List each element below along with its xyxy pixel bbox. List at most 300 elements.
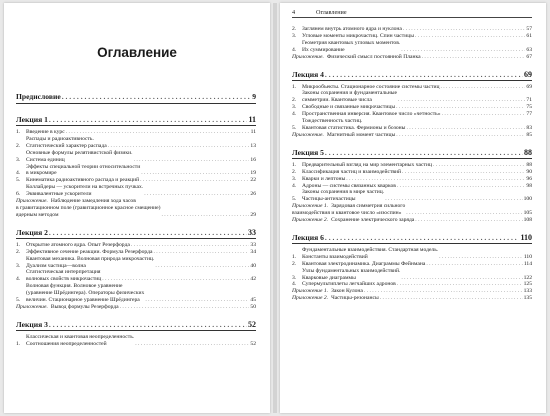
entry-page: 13 — [250, 142, 256, 149]
entry-text — [26, 129, 65, 136]
entry-line — [302, 118, 405, 125]
entry-number: 1. — [292, 161, 297, 168]
entry-line-text: Классификация частиц и взаимодействий — [302, 168, 402, 175]
entry-line — [26, 263, 154, 270]
entry-line-text: Адроны — системы связанных кварков — [302, 182, 396, 189]
entry-page: 108 — [523, 217, 532, 224]
book-spine — [273, 3, 277, 413]
dot-leader — [49, 115, 248, 124]
entry-line — [26, 290, 144, 297]
dot-leader — [49, 320, 247, 329]
entry-text — [26, 150, 133, 164]
entry-page: 125 — [523, 281, 532, 288]
dot-leader — [145, 297, 249, 304]
toc-entry[interactable] — [292, 40, 532, 54]
left-page — [4, 3, 270, 413]
entry-page: 40 — [250, 262, 256, 269]
dot-leader — [141, 170, 249, 177]
dot-leader — [120, 304, 250, 311]
entry-line-text: Свободные и связанные микрочастицы — [302, 104, 396, 111]
entry-page: 22 — [250, 177, 256, 184]
lecture-page: 88 — [524, 147, 532, 157]
entry-line-text: волновых свойств микрочастиц — [26, 276, 102, 283]
lecture-heading[interactable] — [16, 114, 256, 126]
entry-text — [302, 90, 397, 104]
entry-line — [26, 184, 143, 191]
entry-line — [302, 162, 432, 169]
entry-line — [302, 281, 396, 288]
toc-entry[interactable] — [16, 249, 256, 256]
dot-leader — [102, 276, 249, 283]
entry-text — [292, 288, 363, 295]
entry-page: 69 — [526, 83, 532, 90]
entry-page: 45 — [250, 297, 256, 304]
right-page — [280, 3, 546, 413]
entry-text — [26, 242, 130, 249]
entry-line — [302, 183, 396, 190]
entry-line-text: Соотношения неопределенностей — [26, 340, 107, 347]
lecture-block — [16, 114, 256, 219]
entry-text — [26, 283, 144, 304]
entry-number: 1. — [16, 340, 21, 347]
entry-line-text: симметрии. Квантовые числа — [302, 97, 372, 104]
entry-line — [16, 212, 160, 219]
dot-leader — [422, 54, 526, 61]
entry-line — [292, 217, 414, 224]
entry-page: 16 — [250, 156, 256, 163]
entry-text — [292, 217, 414, 224]
dot-leader — [144, 191, 249, 198]
entry-text — [26, 256, 154, 270]
entry-number: 3. — [292, 104, 297, 111]
entry-line — [302, 47, 400, 54]
entry-number: 4. — [16, 276, 21, 283]
entry-text — [302, 33, 414, 40]
entry-line — [302, 111, 441, 118]
appendix-label: Приложение. — [292, 131, 324, 138]
entry-number: 5. — [292, 124, 297, 131]
lecture-heading[interactable] — [16, 319, 256, 331]
entry-page: 34 — [250, 248, 256, 255]
dot-leader — [155, 263, 249, 270]
entry-text — [26, 269, 101, 283]
dot-leader — [397, 281, 523, 288]
entry-line-text: Физический смысл постоянной Планка — [326, 53, 421, 60]
entry-line — [302, 268, 400, 275]
dot-leader — [396, 132, 525, 139]
entry-line — [302, 169, 401, 176]
appendix-label: Приложение. — [16, 198, 48, 205]
entry-line-text: Их суммирование — [302, 46, 345, 53]
entry-line — [26, 341, 134, 348]
entry-line — [302, 104, 395, 111]
entry-text — [16, 304, 119, 311]
toc-entry[interactable] — [292, 183, 532, 190]
entry-line — [302, 176, 345, 183]
toc-entry[interactable] — [16, 164, 256, 178]
entry-text — [292, 295, 379, 302]
dot-leader — [385, 196, 522, 203]
entry-page: 42 — [250, 276, 256, 283]
entry-line-text: в гравитационном поле (гравитационное красное смещение) — [16, 204, 161, 211]
entry-line-text: Квантовая механика. Волновая природа микрочастиц. — [26, 255, 155, 262]
entry-line-text: в микромире — [26, 170, 57, 177]
entry-text — [302, 261, 425, 268]
entry-line — [26, 297, 144, 304]
right-toc — [292, 26, 532, 310]
dot-leader — [161, 212, 249, 219]
toc-entry[interactable] — [16, 242, 256, 249]
entry-page: 114 — [523, 260, 532, 267]
toc-entry[interactable] — [16, 150, 256, 164]
entry-text — [302, 118, 405, 132]
entry-page: 50 — [250, 303, 256, 310]
header-page-number: 4 — [292, 8, 296, 16]
lecture-heading[interactable] — [292, 69, 532, 81]
lecture-page: 69 — [524, 69, 532, 79]
entry-page: 98 — [526, 182, 532, 189]
toc-entry[interactable] — [292, 176, 532, 183]
entry-line-text: Квантовая электродинамика. Диаграммы Фейнмана — [302, 260, 426, 267]
entry-line — [302, 26, 402, 33]
lecture-label: Лекция 5 — [292, 147, 324, 157]
dot-leader — [415, 33, 525, 40]
entry-line-text: ядерным методом — [16, 211, 59, 218]
entry-page: 57 — [526, 26, 532, 32]
dot-leader — [134, 157, 250, 164]
right-lectures — [292, 69, 532, 303]
entry-text — [302, 183, 396, 190]
entry-number: 1. — [16, 241, 21, 248]
entry-number: 5. — [292, 196, 297, 203]
entry-page: 11 — [250, 129, 256, 135]
entry-page: 63 — [526, 46, 532, 53]
lecture-label: Лекция 3 — [16, 319, 48, 329]
entry-line-text: Зарядовая симметрия сильного — [331, 203, 406, 210]
dot-leader — [398, 97, 525, 104]
appendix-label: Приложение 2. — [292, 217, 329, 224]
entry-number: 6. — [16, 191, 21, 198]
lecture-page: 110 — [520, 232, 532, 242]
toc-entry[interactable] — [292, 90, 532, 104]
entry-line-text: Геометрия квантовых угловых моментов. — [302, 39, 401, 46]
lecture-heading[interactable] — [292, 232, 532, 244]
entry-page: 90 — [526, 168, 532, 175]
entry-line-text: Наблюдение замедления хода часов — [50, 198, 136, 205]
dot-leader — [49, 228, 247, 237]
toc-entry[interactable] — [16, 256, 256, 270]
entry-number: 4. — [16, 170, 21, 177]
appendix-entry[interactable] — [292, 295, 532, 302]
header-title: Оглавление — [316, 8, 347, 16]
entry-line-text: Фундаментальные взаимодействия. Стандартная модель. — [302, 246, 439, 253]
entry-text — [26, 334, 134, 348]
entry-text — [302, 104, 395, 111]
dot-leader — [364, 288, 523, 295]
entry-line — [26, 242, 130, 249]
appendix-label: Приложение. — [16, 303, 48, 310]
entry-line — [302, 189, 384, 196]
entry-page: 29 — [250, 211, 256, 218]
entry-line-text: Квантовая статистика. Фермионы и бозоны — [302, 124, 406, 131]
entry-line-text: Кинематика радиоактивного распада и реакций — [26, 177, 140, 184]
entry-line-text: Предварительный взгляд на мир элементарных частиц — [302, 161, 432, 168]
entry-text — [302, 268, 400, 282]
entry-page: 71 — [526, 97, 532, 104]
entry-line — [292, 288, 363, 295]
entry-line-text: Кварки и лептоны — [302, 175, 346, 182]
entry-line — [26, 150, 133, 157]
entry-line-text: Частицы-античастицы — [302, 196, 356, 203]
lecture-heading[interactable] — [16, 227, 256, 239]
entry-text — [26, 249, 152, 256]
entry-line-text: Основные формулы релятивистской физики. — [26, 149, 133, 156]
entry-page: 61 — [526, 32, 532, 39]
lecture-block — [16, 227, 256, 311]
entry-line — [302, 40, 400, 47]
lecture-heading[interactable] — [292, 147, 532, 159]
dot-leader — [401, 275, 522, 282]
entry-number: 2. — [16, 248, 21, 255]
toc-entry[interactable] — [292, 33, 532, 40]
dot-leader — [66, 129, 250, 136]
entry-line — [26, 157, 133, 164]
entry-line-text: Магнитный момент частицы — [326, 131, 396, 138]
dot-leader — [403, 26, 526, 33]
entry-line-text: Распады и радиоактивность. — [26, 135, 94, 142]
dot-leader — [402, 169, 525, 176]
entry-line — [302, 261, 425, 268]
dot-leader — [380, 295, 523, 302]
entry-line-text: Угловые моменты микрочастиц. Спин частицы — [302, 32, 414, 39]
entry-line — [302, 33, 414, 40]
entry-line-text: Эффективное сечение реакции. Формула Резерфорда — [26, 248, 153, 255]
entry-line — [26, 129, 65, 136]
entry-number: 1. — [292, 83, 297, 90]
entry-number: 3. — [292, 274, 297, 281]
entry-page: 133 — [523, 288, 532, 295]
entry-line-text: (уравнение Шрёдингера). Операторы физических — [26, 290, 145, 297]
toc-entry[interactable] — [16, 136, 256, 150]
entry-line — [16, 304, 119, 311]
appendix-label: Приложение 2. — [292, 295, 329, 302]
lecture-label: Лекция 6 — [292, 232, 324, 242]
entry-line-text: Тождественность частиц. — [302, 118, 363, 125]
entry-text — [302, 176, 345, 183]
entry-line-text: Статистическая интерпретация — [26, 269, 101, 276]
lecture-page: 33 — [248, 227, 256, 237]
entry-page: 135 — [523, 295, 532, 302]
entry-page: 52 — [250, 340, 256, 347]
entry-line-text: Система единиц — [26, 156, 65, 163]
toc-entry[interactable] — [292, 26, 532, 33]
toc-entry[interactable] — [292, 169, 532, 176]
dot-leader — [62, 92, 252, 101]
entry-line — [26, 256, 154, 263]
entry-text — [26, 164, 140, 178]
entry-line-text: Дуализм частица—волна — [26, 262, 86, 269]
entry-line-text: Пространственная инверсия. Квантовое число «четность» — [302, 111, 441, 118]
appendix-label: Приложение. — [292, 53, 324, 60]
entry-number: 2. — [292, 97, 297, 104]
entry-number: 4. — [292, 281, 297, 288]
entry-page: 110 — [523, 253, 532, 260]
entry-text — [302, 281, 396, 288]
toc-entry[interactable] — [292, 261, 532, 268]
entry-page: 33 — [250, 241, 256, 248]
entry-number: 2. — [16, 142, 21, 149]
toc-entry[interactable] — [16, 334, 256, 348]
entry-page: 85 — [526, 131, 532, 138]
entry-line-text: Коллайдеры — ускорители на встречных пучках. — [26, 184, 144, 191]
entry-line — [302, 125, 405, 132]
entry-line-text: Кварковые диаграммы — [302, 274, 356, 281]
entry-line — [26, 249, 152, 256]
running-header — [292, 7, 532, 18]
appendix-entry[interactable] — [16, 198, 256, 219]
dot-leader — [346, 176, 525, 183]
entry-text — [26, 184, 143, 198]
dot-leader — [401, 47, 525, 54]
dot-leader — [325, 70, 523, 79]
entry-text — [292, 203, 405, 217]
entry-text — [292, 132, 395, 139]
entry-number: 3. — [16, 156, 21, 163]
dot-leader — [153, 249, 249, 256]
preface-label: Предисловие — [16, 92, 61, 101]
entry-line — [292, 295, 379, 302]
lecture-block — [292, 232, 532, 302]
toc-entry[interactable] — [292, 268, 532, 282]
entry-line — [292, 132, 395, 139]
toc-entry[interactable] — [292, 118, 532, 132]
entry-line — [26, 136, 107, 143]
entry-line-text: величин. Стационарное уравнение Шрёдингера — [26, 297, 140, 304]
entry-line — [26, 143, 107, 150]
appendix-entry[interactable] — [292, 54, 532, 61]
toc-entry[interactable] — [292, 189, 532, 203]
toc-entry[interactable] — [16, 129, 256, 136]
entry-line-text: Эффекты специальной теории относительности — [26, 163, 141, 170]
toc-entry[interactable] — [292, 104, 532, 111]
dot-leader — [108, 143, 250, 150]
entry-text — [302, 162, 432, 169]
toc-entry[interactable] — [292, 247, 532, 261]
page-title: Оглавление — [97, 45, 177, 60]
toc-entry[interactable] — [292, 162, 532, 169]
entry-text — [302, 247, 438, 261]
entry-line — [16, 205, 160, 212]
entry-line-text: взаимодействия и квантовое число «изоспин» — [292, 210, 402, 217]
entry-line-text: Частицы-резонансы — [331, 295, 379, 302]
dot-leader — [426, 261, 522, 268]
entry-line — [292, 54, 421, 61]
entry-text — [302, 169, 401, 176]
left-toc — [16, 91, 256, 356]
entry-line-text: Законы сохранения в мире частиц. — [302, 189, 385, 196]
entry-page: 26 — [250, 191, 256, 198]
entry-number: 3. — [16, 262, 21, 269]
entry-number: 1. — [292, 253, 297, 260]
entry-page: 83 — [526, 124, 532, 131]
dot-leader — [396, 104, 525, 111]
entry-line-text: Сохранение электрического заряда — [331, 217, 415, 224]
dot-leader — [131, 242, 250, 249]
entry-page: 96 — [526, 175, 532, 182]
dot-leader — [325, 233, 520, 242]
dot-leader — [406, 210, 522, 217]
appendix-label: Приложение 1. — [292, 288, 329, 295]
entry-number: 1. — [16, 129, 21, 135]
entry-text — [26, 136, 107, 150]
dot-leader — [439, 254, 523, 261]
entry-text — [302, 189, 384, 203]
entry-page: 88 — [526, 161, 532, 168]
toc-entry[interactable] — [292, 111, 532, 118]
appendix-entry[interactable] — [16, 304, 256, 311]
entry-text — [302, 111, 441, 118]
lecture-label: Лекция 4 — [292, 69, 324, 79]
entry-line-text: Классическая и квантовая неопределенность. — [26, 333, 135, 340]
entry-number: 2. — [292, 26, 297, 32]
entry-line — [26, 334, 134, 341]
entry-line-text: Узлы фундаментальных взаимодействий. — [302, 267, 401, 274]
entry-line-text: Константы взаимодействий — [302, 253, 368, 260]
entry-line-text: Закон Кулона — [331, 288, 363, 295]
entry-line-text: Заглянем внутрь атомного ядра и нуклона — [302, 26, 402, 32]
entry-number: 4. — [292, 182, 297, 189]
entry-line-text: Законы сохранения и фундаментальные — [302, 90, 397, 97]
entry-line-text: Вывод формулы Резерфорда — [50, 303, 119, 310]
entry-number: 2. — [292, 168, 297, 175]
entry-line-text: Статистический характер распада — [26, 142, 107, 149]
dot-leader — [433, 162, 525, 169]
lecture-label: Лекция 2 — [16, 227, 48, 237]
entry-text — [16, 198, 160, 219]
dot-leader — [325, 148, 523, 157]
toc-entry[interactable] — [16, 283, 256, 304]
entry-line — [302, 254, 438, 261]
entry-number: 5. — [16, 297, 21, 304]
entry-line — [16, 198, 160, 205]
dot-leader — [397, 183, 526, 190]
entry-page: 77 — [526, 111, 532, 118]
appendix-entry[interactable] — [292, 217, 532, 224]
entry-page: 105 — [523, 210, 532, 217]
toc-entry[interactable] — [292, 281, 532, 288]
entry-number: 3. — [292, 175, 297, 182]
appendix-entry[interactable] — [292, 132, 532, 139]
entry-page: 100 — [523, 196, 532, 203]
entry-line-text: Волновая функция. Волновое уравнение — [26, 283, 123, 290]
entry-line-text: Эквивалентные ускорители — [26, 191, 92, 198]
dot-leader — [442, 111, 526, 118]
dot-leader — [135, 341, 249, 348]
entry-page: 19 — [250, 170, 256, 177]
entry-line — [302, 196, 384, 203]
preface-heading[interactable] — [16, 91, 256, 104]
lecture-block — [292, 69, 532, 139]
toc-entry[interactable] — [16, 269, 256, 283]
lecture-label: Лекция 1 — [16, 115, 48, 124]
entry-page: 122 — [523, 274, 532, 281]
appendix-entry[interactable] — [292, 203, 532, 217]
dot-leader — [440, 84, 525, 91]
appendix-entry[interactable] — [292, 288, 532, 295]
toc-entry[interactable] — [16, 184, 256, 198]
dot-leader — [406, 125, 525, 132]
left-lectures — [16, 114, 256, 348]
